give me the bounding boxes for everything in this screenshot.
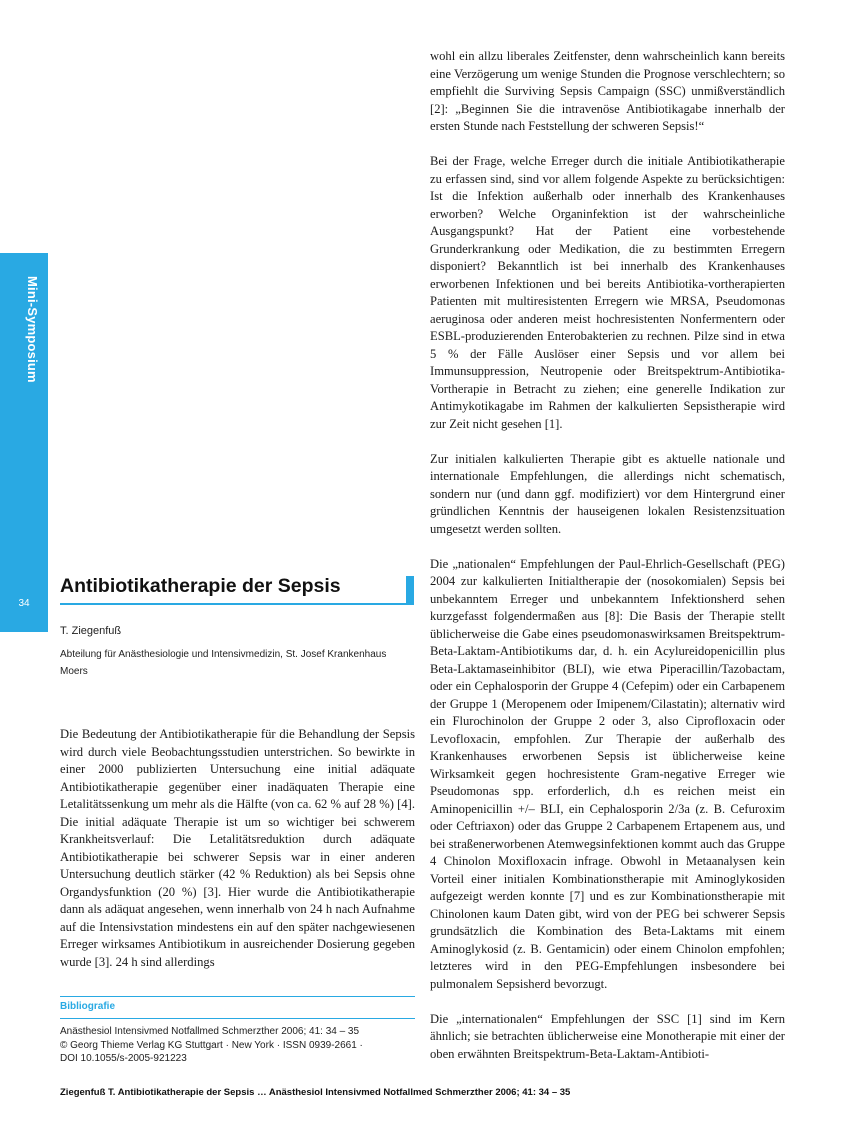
title-underline <box>60 603 406 605</box>
bibliography-rule-top <box>60 996 415 997</box>
bibliography-line: DOI 10.1055/s-2005-921223 <box>60 1053 187 1064</box>
article-title: Antibiotikatherapie der Sepsis <box>60 575 341 597</box>
title-accent-bar <box>406 576 414 605</box>
bibliography-line: © Georg Thieme Verlag KG Stuttgart · New York · ISSN 0939-2661 · <box>60 1039 363 1051</box>
article-author: T. Ziegenfuß <box>60 625 122 637</box>
body-paragraph: Die Bedeutung der Antibiotikatherapie für die Behandlung der Sepsis wird durch viele Beobachtungsstudien unterstrichen. So bewirkte in einer 2000 publizierten Untersuchung eine initial adäquate Antibiotikatherapie gegenüber einer inadäquaten Therapie eine Letalitätssenkung um mehr als die Hälfte (von ca. 62 % auf 28 %) [4]. Die initial adäquate Therapie ist um so wichtiger bei schwerem Krankheitsverlauf: Die Letalitätsreduktion durch adäquate Antibiotikatherapie bei schwerer Sepsis war in einer anderen Untersuchung deutlich stärker (42 % Reduktion) als bei Sepsis ohne Organdysfunktion (20 %) [3]. Hier wurde die Antibiotikatherapie dann als adäquat angesehen, wenn innerhalb von 24 h nach Aufnahme auf die Intensivstation mindestens ein auf den später nachgewiesenen Erreger wirksames Antibiotikum in ausreichender Dosierung gegeben wurde [3]. 24 h sind allerdings <box>60 727 415 969</box>
body-paragraph: Bei der Frage, welche Erreger durch die initiale Antibiotikatherapie zu erfassen sind, sind vor allem folgende Aspekte zu berücksichtigen: Ist die Infektion außerhalb oder innerhalb des Krankenhauses erworben? Welche Organinfektion ist der wahrscheinliche Ausgangspunkt? Hat der Patient eine vorbestehende Grunderkrankung oder Medikation, die zu bestimmten Erregern disponiert? Bekanntlich ist bei innerhalb des Krankenhauses erworbenen Infektionen und bei bereits Antibiotika-vortherapierten Patienten mit multiresistenten Erregern wie MRSA, Pseudomonas aeruginosa oder anderen meist hochresistenten Nonfermentern oder ESBL-produzierenden Enterobakterien zu rechnen. Pilze sind in etwa 5 % der Fälle Auslöser einer Sepsis und vor allem bei Immunsuppression, Neutropenie oder Breitspektrum-Antibiotika-Vortherapie in Betracht zu ziehen; eine generelle Indikation zur Antimykotikagabe im Rahmen der kalkulierten Sepsistherapie wird zur Zeit nicht gesehen [1]. <box>430 154 785 431</box>
body-paragraph: Die „internationalen“ Empfehlungen der SSC [1] sind im Kern ähnlich; sie betrachten üblicherweise eine Monotherapie mit einer der oben erwähnten Breitspektrum-Beta-Laktam-Antibioti- <box>430 1011 785 1061</box>
body-paragraph: Zur initialen kalkulierten Therapie gibt es aktuelle nationale und internationale Empfehlungen, die allerdings nicht schematisch, sondern nur (und dann ggf. modifiziert) vor dem Hintergrund einer gründlichen Kenntnis der hauseigenen lokalen Resistenzsituation umgesetzt werden sollten. <box>430 451 785 536</box>
page-footer: Ziegenfuß T. Antibiotikatherapie der Sepsis … Anästhesiol Intensivmed Notfallmed Schmerzther 2006; 41: 34 – 35 <box>60 1087 571 1098</box>
bibliography-line: Anästhesiol Intensivmed Notfallmed Schmerzther 2006; 41: 34 – 35 <box>60 1026 360 1037</box>
page-number: 34 <box>18 598 30 609</box>
section-label: Mini-Symposium <box>25 276 40 383</box>
bibliography-block <box>60 1025 415 1066</box>
article-affiliation: Abteilung für Anästhesiologie und Intensivmedizin, St. Josef Krankenhaus Moers <box>60 649 387 677</box>
bibliography-heading: Bibliografie <box>60 1001 116 1012</box>
bibliography-rule-bottom <box>60 1018 415 1019</box>
body-paragraph: Die „nationalen“ Empfehlungen der Paul-Ehrlich-Gesellschaft (PEG) 2004 zur kalkulierten Initialtherapie der (nosokomialen) Sepsis bei unbekanntem Erreger und unbekanntem Infektionsherd sehen kurzgefasst folgendermaßen aus [8]: Die Basis der Therapie stellt üblicherweise die Gabe eines pseudomonaswirksamen Breitspektrum-Beta-Laktam-Antibiotikums dar, d. h. ein Acylureidopenicillin plus Beta-Laktamaseinhibitor (BLI), wie etwa Piperacillin/Tazobactam, oder ein Cephalosporin der Gruppe 4 (Cefepim) oder ein Carbapenem der Gruppe 1 (Meropenem oder Imipenem/Cilastatin); alternativ wird ein Flurochinolon der Gruppe 2 oder 3, also Ciprofloxacin oder Levofloxacin, empfohlen. Zur Therapie der außerhalb des Krankenhauses erworbenen Sepsis ist üblicherweise keine Wirksamkeit gegen hochresistente Gram-negative Erreger wie Pseudomonas spp. erforderlich, d.h es reichen meist ein Aminopenicillin +/– BLI, ein Cephalosporin 2/3a (z. B. Cefuroxim oder Ceftriaxon) oder das Gruppe 2 Carbapenem Ertapenem aus, und bei straßenerworbenen Atemwegsinfektionen kommt auch das Gruppe 4 Chinolon Moxifloxacin infrage. Obwohl in Metaanalysen kein Vorteil einer initialen Kombinationstherapie mit Aminoglykosiden aufgezeigt werden konnte [7] und es zur Kombinationstherapie mit Chinolonen kaum Daten gibt, wird von der PEG bei schwerer Sepsis grundsätzlich die Kombination des Beta-Laktams mit einem Aminoglykosid (z. B. Gentamicin) oder einem Chinolon empfohlen; letzteres wird in den PEG-Empfehlungen insbesondere bei pulmonalem Sepsisherd bevorzugt. <box>430 556 785 991</box>
body-paragraph: wohl ein allzu liberales Zeitfenster, denn wahrscheinlich kann bereits eine Verzögerung um wenige Stunden die Prognose verschlechtern; so empfiehlt die Surviving Sepsis Campaign (SSC) unmißverständlich [2]: „Beginnen Sie die intravenöse Antibiotikagabe innerhalb der ersten Stunde nach Feststellung der schweren Sepsis!“ <box>430 49 785 133</box>
left-column <box>60 726 415 971</box>
right-column <box>430 48 785 1063</box>
